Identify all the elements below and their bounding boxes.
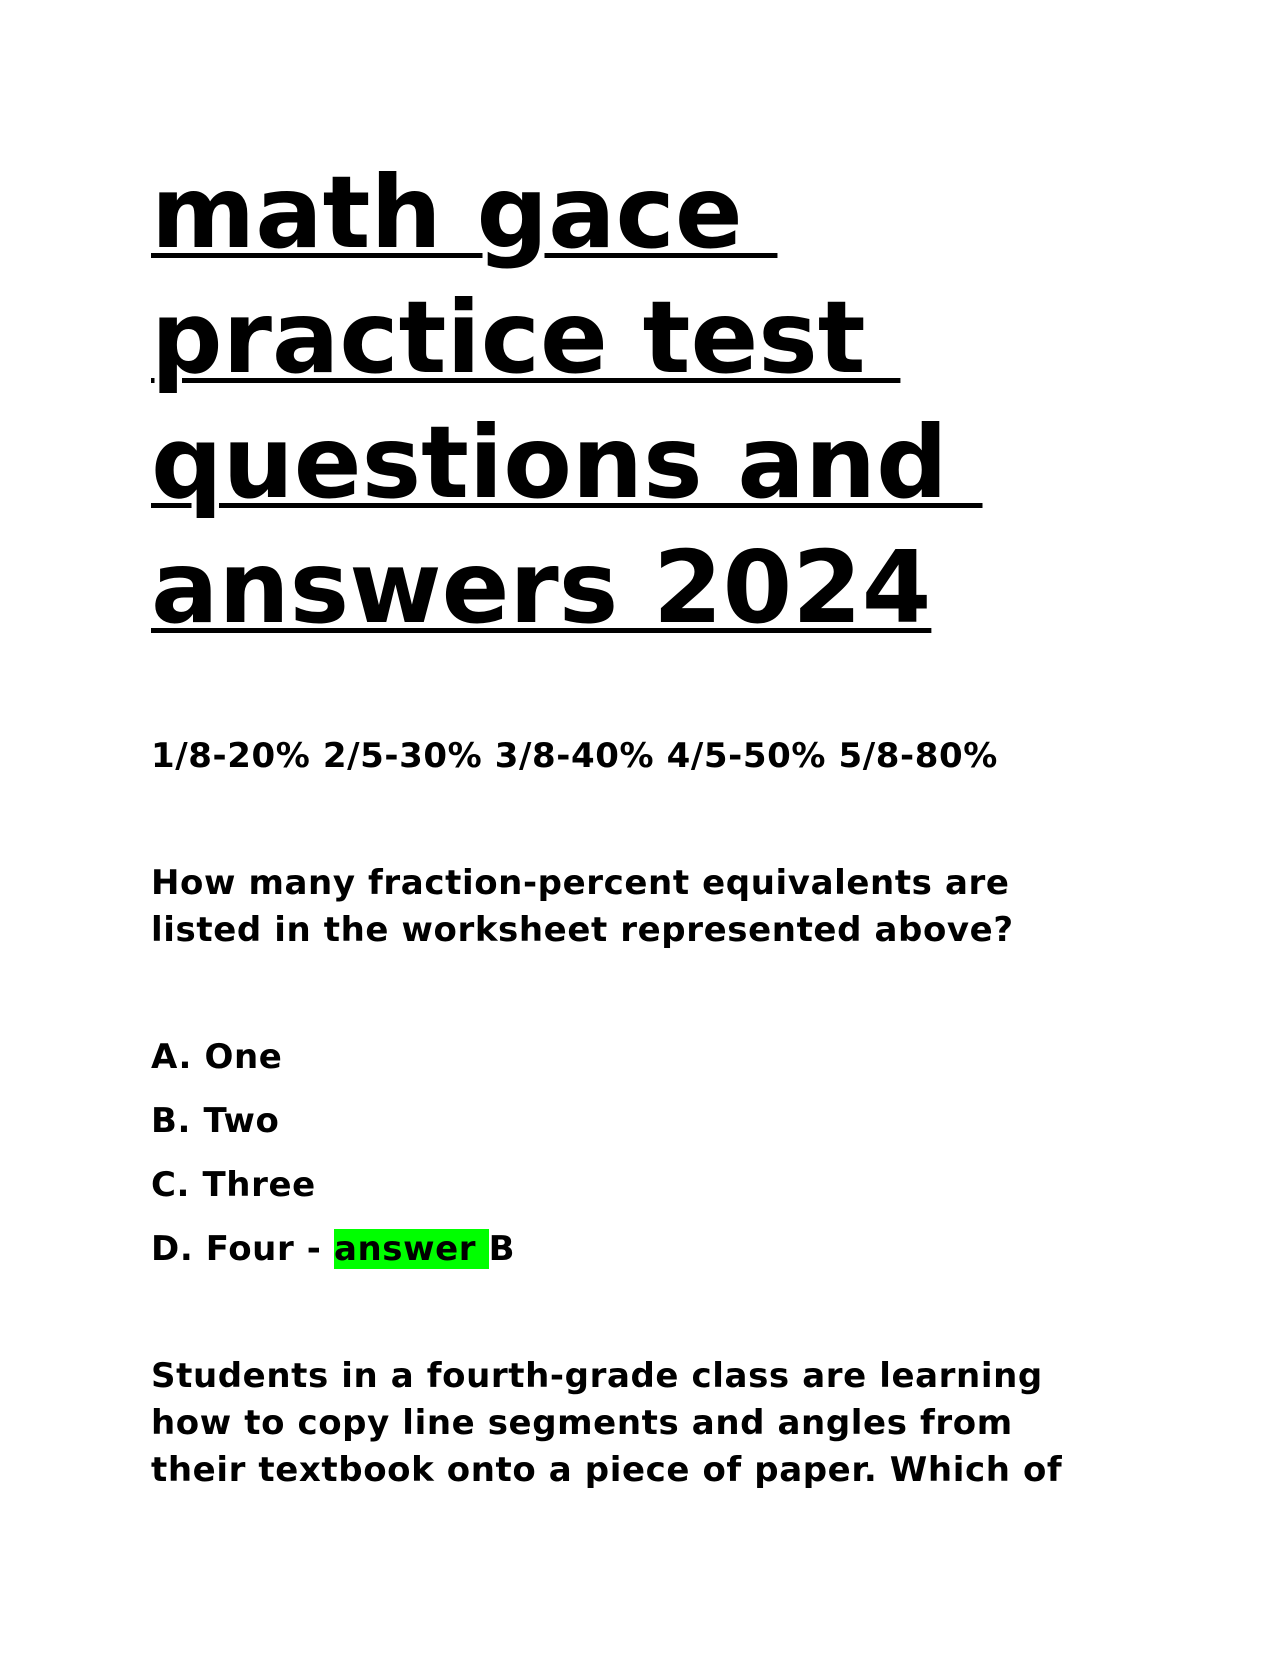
fraction-percent-list: 1/8-20% 2/5-30% 3/8-40% 4/5-50% 5/8-80%	[151, 736, 998, 776]
question-2-line-1: Students in a fourth-grade class are learning	[151, 1356, 1043, 1396]
option-a: A. One	[151, 1037, 283, 1077]
option-d-text: D. Four -	[151, 1229, 334, 1269]
question-2-line-3: their textbook onto a piece of paper. Which of	[151, 1450, 1063, 1490]
question-1-line-1: How many fraction-percent equivalents are	[151, 863, 1010, 903]
title-line-2: practice test	[151, 279, 901, 396]
question-2-line-2: how to copy line segments and angles from	[151, 1403, 1013, 1443]
question-1	[151, 860, 1014, 954]
question-1-line-2: listed in the worksheet represented above?	[151, 910, 1014, 950]
answer-highlight: answer	[333, 1229, 489, 1269]
title-line-1: math gace	[151, 154, 778, 271]
answer-value: B	[488, 1229, 516, 1269]
option-c: C. Three	[151, 1165, 316, 1205]
title-line-3: questions and	[151, 404, 983, 521]
question-2	[151, 1353, 1062, 1494]
option-b: B. Two	[151, 1101, 280, 1141]
title-line-4: answers 2024	[151, 529, 932, 646]
option-d	[151, 1226, 515, 1290]
answer-options	[151, 1034, 515, 1290]
document-title	[151, 150, 983, 650]
